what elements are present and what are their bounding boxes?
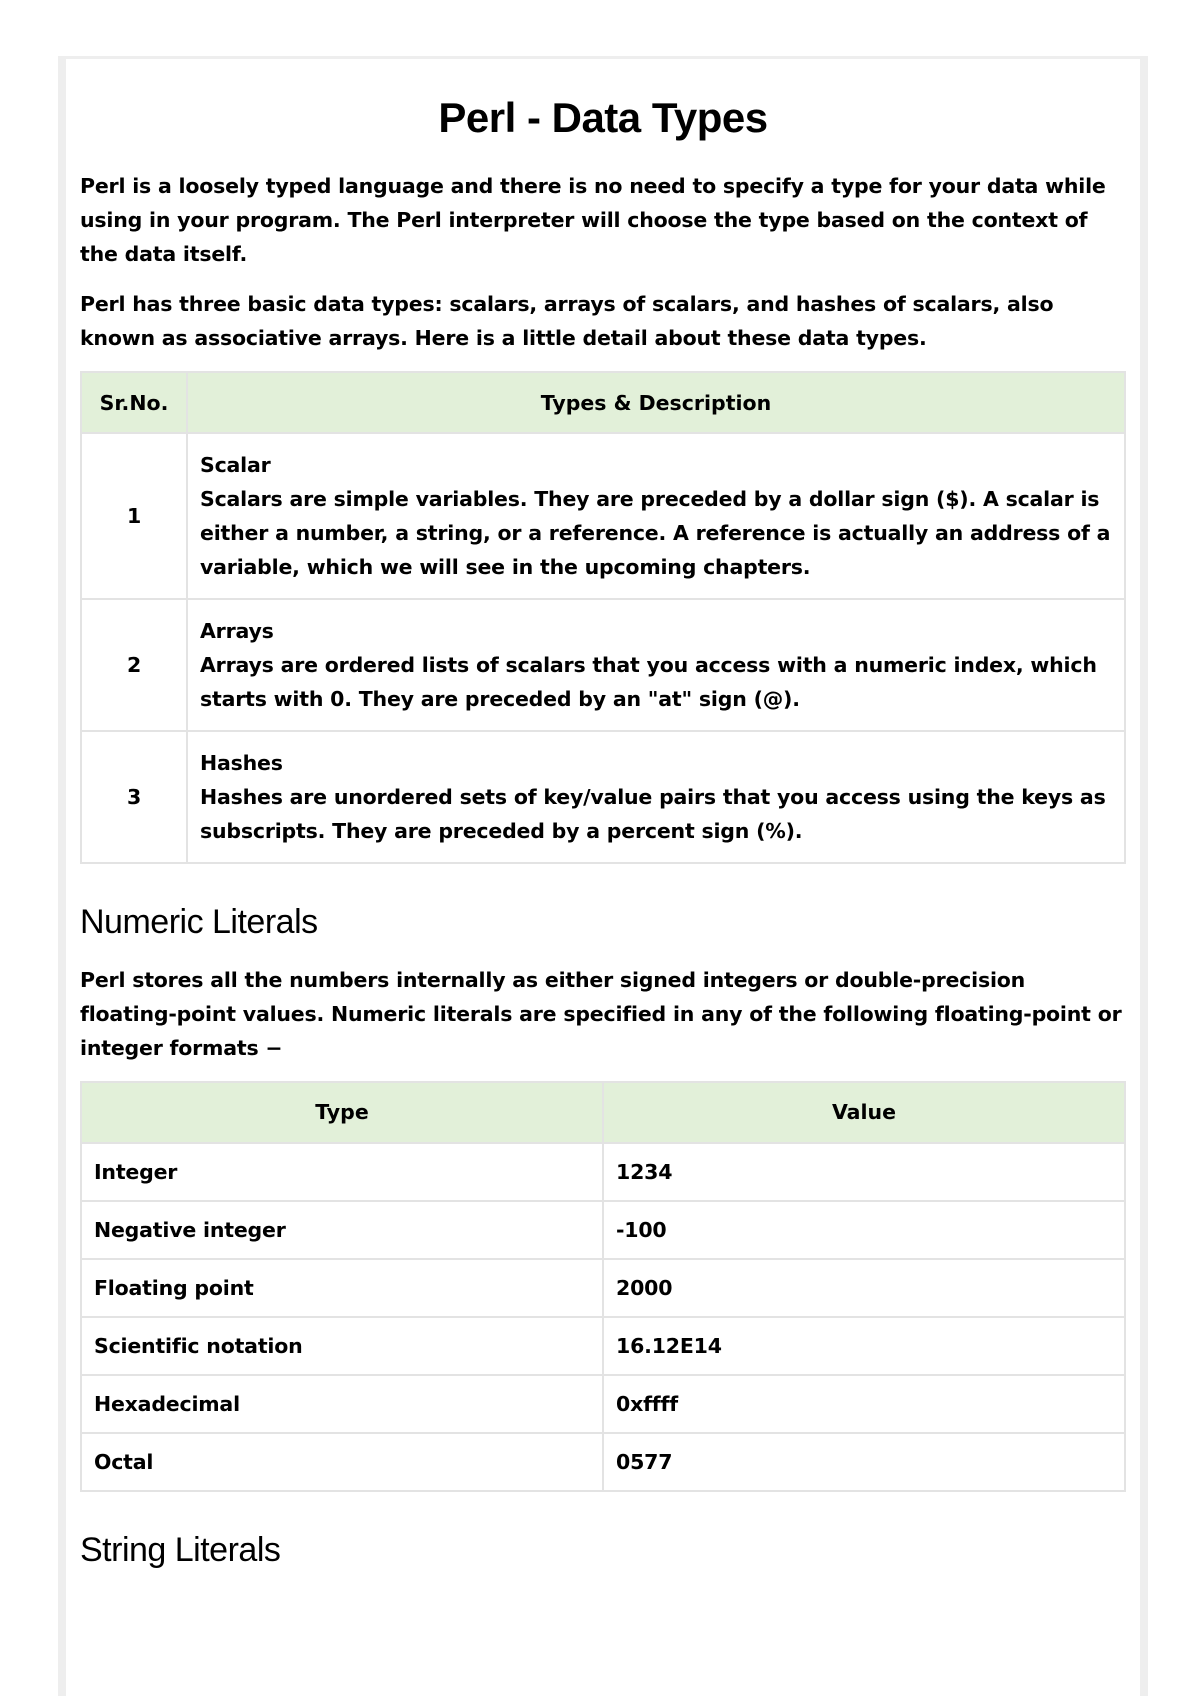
type-description: Hashes are unordered sets of key/value pairs that you access using the keys as subscripts. They are preceded by a percent sign (%). [200,785,1106,844]
section-heading-string-literals: String Literals [80,1530,281,1569]
page-content [58,56,1148,1696]
table-row [81,731,1125,863]
table-row [81,1259,1125,1317]
data-types-table [80,371,1126,864]
literal-value: -100 [603,1201,1125,1259]
type-description-cell [187,731,1125,863]
type-description: Arrays are ordered lists of scalars that you access with a numeric index, which starts with 0. They are preceded by an "at" sign (@). [200,653,1097,712]
intro-paragraph-2: Perl has three basic data types: scalars, arrays of scalars, and hashes of scalars, also known as associative arrays. Here is a little detail about these data types. [80,292,1054,351]
literal-type: Floating point [81,1259,603,1317]
table-row [81,1201,1125,1259]
row-number: 2 [81,599,187,731]
literal-value: 16.12E14 [603,1317,1125,1375]
table-header-row [81,1082,1125,1143]
intro-paragraph-1: Perl is a loosely typed language and there is no need to specify a type for your data while using in your program. The Perl interpreter will choose the type based on the context of the data itself. [80,174,1106,267]
table-row [81,1433,1125,1491]
column-header-types-description: Types & Description [187,372,1125,433]
type-term: Hashes [200,751,283,776]
column-header-type: Type [81,1082,603,1143]
page-title: Perl - Data Types [438,94,768,141]
literal-value: 1234 [603,1143,1125,1201]
literal-type: Negative integer [81,1201,603,1259]
literal-type: Scientific notation [81,1317,603,1375]
literal-value: 0577 [603,1433,1125,1491]
literal-value: 2000 [603,1259,1125,1317]
table-row [81,433,1125,599]
section-heading-numeric-literals: Numeric Literals [80,903,318,942]
literal-value: 0xffff [603,1375,1125,1433]
type-description-cell [187,433,1125,599]
column-header-value: Value [603,1082,1125,1143]
row-number: 3 [81,731,187,863]
row-number: 1 [81,433,187,599]
numeric-literals-table [80,1081,1126,1492]
table-header-row [81,372,1125,433]
type-term: Scalar [200,453,271,478]
type-term: Arrays [200,619,274,644]
table-row [81,1317,1125,1375]
column-header-srno: Sr.No. [81,372,187,433]
table-row [81,1143,1125,1201]
table-row [81,1375,1125,1433]
literal-type: Integer [81,1143,603,1201]
numeric-literals-paragraph: Perl stores all the numbers internally as either signed integers or double-precision floating-point values. Numeric literals are specified in any of the following floating-point or integer formats − [80,967,1122,1060]
table-row [81,599,1125,731]
literal-type: Hexadecimal [81,1375,603,1433]
type-description-cell [187,599,1125,731]
type-description: Scalars are simple variables. They are preceded by a dollar sign ($). A scalar is either a number, a string, or a reference. A reference is actually an address of a variable, which we will see in the upcoming chapters. [200,487,1111,580]
literal-type: Octal [81,1433,603,1491]
